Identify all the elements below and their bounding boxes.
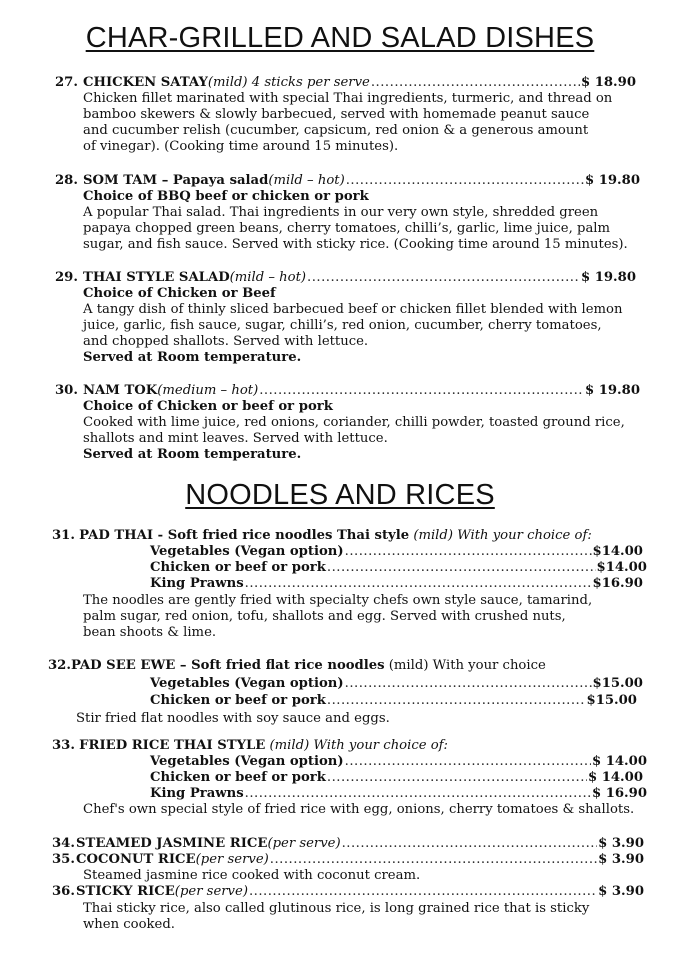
leader-dots [345, 676, 592, 692]
item-number: 29. [55, 270, 78, 285]
item-number: 28. [55, 173, 78, 188]
leader-dots [307, 270, 580, 286]
menu-item-33 [52, 738, 448, 754]
leader-dots [327, 770, 587, 786]
menu-item-35 [52, 852, 644, 868]
menu-item-30 [55, 383, 640, 399]
item-description-line: The noodles are gently fried with specialty chefs own style sauce, tamarind, [83, 593, 593, 608]
option-price: $14.00 [592, 544, 643, 559]
item-number: 31. [52, 528, 75, 543]
item-price: $ 3.90 [598, 836, 644, 851]
option-row [150, 693, 637, 709]
leader-dots [345, 544, 592, 560]
menu-item-29 [55, 270, 636, 286]
item-name: CHICKEN SATAY [83, 75, 208, 90]
item-choice: Choice of Chicken or beef or pork [83, 399, 333, 414]
item-number: 32. [48, 658, 71, 673]
item-description-line: bamboo skewers & slowly barbecued, served with homemade peanut sauce [83, 107, 590, 122]
item-description-line: palm sugar, red onion, tofu, shallots and egg. Served with crushed nuts, [83, 609, 566, 624]
item-footer-note: Served at Room temperature. [83, 447, 302, 462]
option-row [150, 770, 643, 786]
item-name: PAD SEE EWE – Soft fried flat rice noodles [70, 658, 385, 673]
item-note: (mild) With your choice [384, 658, 546, 673]
leader-dots [342, 836, 598, 852]
leader-dots [259, 383, 584, 399]
item-note: (mild) 4 sticks per serve [207, 75, 370, 90]
menu-item-31 [52, 528, 592, 544]
item-note: (per serve) [195, 852, 269, 867]
option-price: $ 14.00 [591, 754, 647, 769]
item-description-line: shallots and mint leaves. Served with lettuce. [83, 431, 388, 446]
leader-dots [371, 75, 580, 91]
item-description-line: juice, garlic, fish sauce, sugar, chilli’s, red onion, cucumber, cherry tomatoes, [83, 318, 602, 333]
item-description-line: Chef's own special style of fried rice with egg, onions, cherry tomatoes & shallots. [83, 802, 635, 817]
option-label: Chicken or beef or pork [150, 693, 326, 708]
item-description-line: A popular Thai salad. Thai ingredients in our very own style, shredded green [83, 205, 599, 220]
item-footer-note: Served at Room temperature. [83, 350, 302, 365]
item-name: PAD THAI - Soft fried rice noodles Thai style [79, 528, 410, 543]
leader-dots [346, 173, 584, 189]
menu-item-28 [55, 173, 640, 189]
item-description-line: Chicken fillet marinated with special Thai ingredients, turmeric, and thread on [83, 91, 613, 106]
item-price: $ 19.80 [584, 173, 640, 188]
option-label: Chicken or beef or pork [150, 770, 326, 785]
option-price: $14.00 [596, 560, 647, 575]
item-number: 33. [52, 738, 75, 753]
menu-item-34 [52, 836, 644, 852]
item-note: (per serve) [174, 884, 248, 899]
item-name: THAI STYLE SALAD [83, 270, 230, 285]
item-name: STEAMED JASMINE RICE [76, 836, 268, 851]
item-price: $ 19.80 [580, 270, 636, 285]
option-label: King Prawns [150, 786, 244, 801]
heading-char-grilled: CHAR-GRILLED AND SALAD DISHES [85, 22, 595, 54]
item-description-line: and cucumber relish (cucumber, capsicum, red onion & a generous amount [83, 123, 589, 138]
item-description-line: A tangy dish of thinly sliced barbecued beef or chicken fillet blended with lemon [83, 302, 623, 317]
item-name: STICKY RICE [76, 884, 175, 899]
item-description-line: papaya chopped green beans, cherry tomatoes, chilli’s, garlic, lime juice, palm [83, 221, 611, 236]
item-note: (mild – hot) [229, 270, 307, 285]
item-description-line: Stir fried flat noodles with soy sauce and eggs. [76, 711, 390, 726]
item-note: (mild) With your choice of: [265, 738, 448, 753]
option-row [150, 576, 643, 592]
menu-item-27 [55, 75, 636, 91]
item-description-line: of vinegar). (Cooking time around 15 minutes). [83, 139, 399, 154]
option-price: $ 14.00 [587, 770, 643, 785]
item-note: (mild – hot) [268, 173, 345, 188]
leader-dots [245, 576, 592, 592]
leader-dots [245, 786, 591, 802]
item-price: $ 3.90 [598, 884, 644, 899]
leader-dots [327, 560, 596, 576]
item-price: $ 19.80 [584, 383, 640, 398]
option-row [150, 754, 647, 770]
leader-dots [270, 852, 597, 868]
option-price: $15.00 [592, 676, 643, 691]
item-description-line: when cooked. [83, 917, 175, 932]
item-note: (medium – hot) [157, 383, 259, 398]
item-name: NAM TOK [83, 383, 158, 398]
menu-item-32 [48, 658, 546, 674]
option-label: Vegetables (Vegan option) [150, 676, 344, 691]
item-description-line: and chopped shallots. Served with lettuce. [83, 334, 369, 349]
heading-noodles: NOODLES AND RICES [185, 479, 495, 511]
option-row [150, 676, 643, 692]
option-price: $16.90 [592, 576, 643, 591]
item-number: 36. [52, 884, 75, 899]
item-name: COCONUT RICE [76, 852, 196, 867]
item-description-line: sugar, and fish sauce. Served with sticky rice. (Cooking time around 15 minutes). [83, 237, 628, 252]
item-number: 30. [55, 383, 78, 398]
item-note: (per serve) [267, 836, 341, 851]
item-price: $ 18.90 [580, 75, 636, 90]
item-number: 34. [52, 836, 75, 851]
item-number: 27. [55, 75, 78, 90]
leader-dots [249, 884, 597, 900]
option-price: $15.00 [586, 693, 637, 708]
item-description-line: Steamed jasmine rice cooked with coconut cream. [83, 868, 421, 883]
item-description-line: Cooked with lime juice, red onions, coriander, chilli powder, toasted ground rice, [83, 415, 625, 430]
item-description-line: bean shoots & lime. [83, 625, 217, 640]
leader-dots [345, 754, 591, 770]
menu-item-36 [52, 884, 644, 900]
option-row [150, 544, 643, 560]
item-choice: Choice of BBQ beef or chicken or pork [83, 189, 369, 204]
option-row [150, 560, 647, 576]
option-row [150, 786, 647, 802]
item-choice: Choice of Chicken or Beef [83, 286, 276, 301]
leader-dots [327, 693, 586, 709]
item-price: $ 3.90 [598, 852, 644, 867]
item-name: SOM TAM – Papaya salad [83, 173, 269, 188]
item-note: (mild) With your choice of: [409, 528, 592, 543]
option-label: King Prawns [150, 576, 244, 591]
item-name: FRIED RICE THAI STYLE [79, 738, 266, 753]
option-label: Vegetables (Vegan option) [150, 544, 344, 559]
item-number: 35. [52, 852, 75, 867]
option-price: $ 16.90 [591, 786, 647, 801]
item-description-line: Thai sticky rice, also called glutinous rice, is long grained rice that is sticky [83, 901, 590, 916]
option-label: Vegetables (Vegan option) [150, 754, 344, 769]
option-label: Chicken or beef or pork [150, 560, 326, 575]
